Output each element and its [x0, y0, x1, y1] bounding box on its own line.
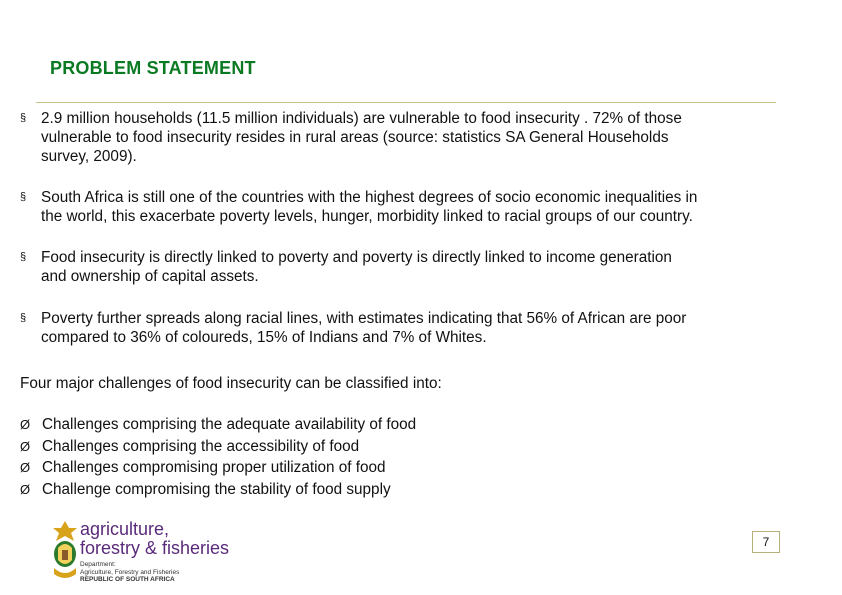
challenges-intro: Four major challenges of food insecurity can be classified into: — [20, 375, 442, 392]
bullet-line: Poverty further spreads along racial lines, with estimates indicating that 56% of African are poor — [41, 310, 687, 327]
list-item — [20, 436, 620, 458]
bullet-households — [20, 109, 820, 166]
page-number: 7 — [752, 531, 780, 553]
bullet-line: compared to 36% of coloureds, 15% of Indians and 7% of Whites. — [41, 329, 487, 346]
list-item — [20, 414, 620, 436]
list-item — [20, 479, 620, 501]
challenge-label: Challenge compromising the stability of food supply — [42, 480, 391, 498]
arrow-bullet-icon: Ø — [20, 460, 31, 475]
bullet-marker: § — [20, 251, 27, 263]
bullet-marker: § — [20, 312, 27, 324]
bullet-line: Food insecurity is directly linked to poverty and poverty is directly linked to income generation — [41, 249, 672, 266]
bullet-line: and ownership of capital assets. — [41, 268, 259, 285]
slide-title: PROBLEM STATEMENT — [50, 58, 256, 78]
title-divider — [36, 102, 776, 103]
bullet-line: the world, this exacerbate poverty levels, hunger, morbidity linked to racial groups of our country. — [41, 208, 693, 225]
bullet-poverty-link — [20, 248, 820, 286]
bullet-inequality — [20, 188, 820, 226]
logo-line: forestry & fisheries — [80, 538, 230, 558]
department-logo-text — [80, 520, 229, 558]
challenge-label: Challenges comprising the accessibility of food — [42, 437, 360, 455]
arrow-bullet-icon: Ø — [20, 481, 31, 497]
logo-sub-line: Department: — [80, 561, 116, 568]
list-item — [20, 457, 620, 479]
challenge-label: Challenges compromising proper utilization of food — [42, 459, 386, 476]
bullet-marker: § — [20, 112, 27, 124]
logo-line: agriculture, — [80, 519, 170, 539]
challenge-label: Challenges comprising the adequate availability of food — [42, 416, 417, 433]
bullet-line: South Africa is still one of the countries with the highest degrees of socio economic inequalities in — [41, 189, 698, 206]
challenges-list — [20, 414, 620, 500]
logo-sub-line: REPUBLIC OF SOUTH AFRICA — [80, 576, 175, 583]
logo-sub-line: Agriculture, Forestry and Fisheries — [80, 568, 180, 576]
bullet-marker: § — [20, 191, 27, 203]
bullet-line: survey, 2009). — [41, 148, 137, 165]
arrow-bullet-icon: Ø — [20, 438, 31, 454]
bullet-racial-lines — [20, 309, 820, 347]
arrow-bullet-icon: Ø — [20, 417, 31, 432]
coat-of-arms-icon — [50, 518, 80, 586]
department-logo-subtext — [80, 561, 179, 584]
bullet-line: vulnerable to food insecurity resides in rural areas (source: statistics SA General Households — [41, 129, 669, 146]
bullet-line: 2.9 million households (11.5 million individuals) are vulnerable to food insecurity . 72% of those — [41, 110, 682, 127]
